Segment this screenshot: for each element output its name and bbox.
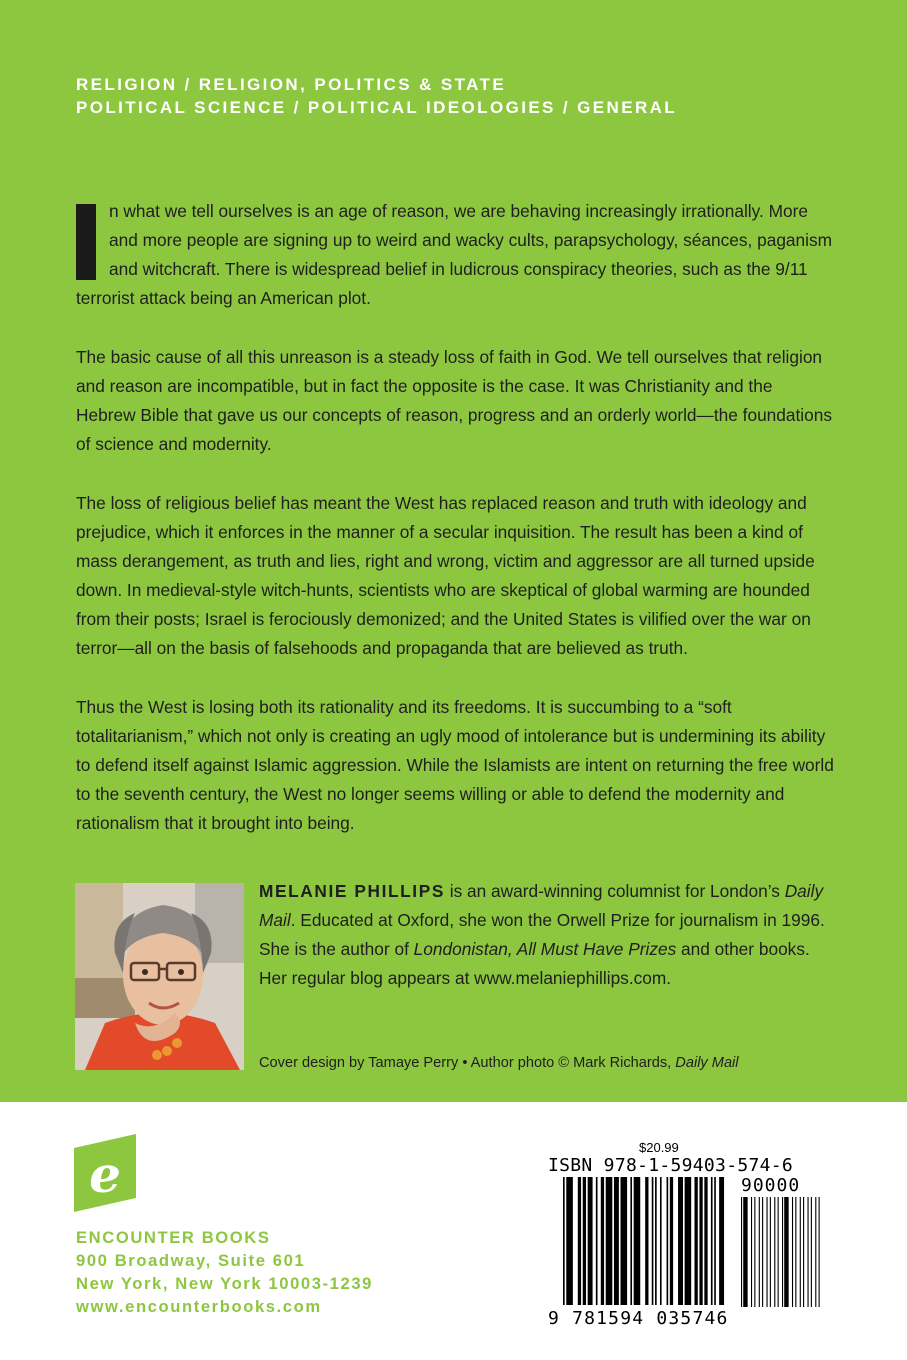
barcode-bar <box>670 1177 673 1305</box>
barcode-bar <box>754 1197 755 1307</box>
barcode-bar <box>743 1197 747 1307</box>
barcode-bar <box>762 1197 763 1307</box>
barcode-bar <box>714 1177 716 1305</box>
design-credit-paper: Daily Mail <box>675 1055 739 1071</box>
book-description <box>76 197 836 868</box>
author-bio-text-3: and other books. Her regular blog appears at www.melaniephillips.com. <box>259 939 810 988</box>
paragraph-4: Thus the West is losing both its rationality and its freedoms. It is succumbing to a “soft totalitarianism,” which not only is creating an ugly mood of intolerance but is undermining its ability to defend itself against Islamic aggression. While the Islamists are intent on returning the free world to the seventh century, the West no longer seems willing or able to defend the modernity and rationalism that it brought into being. <box>76 697 834 833</box>
barcode-bar <box>751 1197 752 1307</box>
barcode-bar <box>711 1177 713 1305</box>
drop-cap-i <box>76 204 96 280</box>
barcode-bar <box>606 1177 613 1305</box>
author-bio-text-1: is an award-winning columnist for London’s <box>444 881 785 901</box>
author-name: MELANIE PHILLIPS <box>259 881 445 901</box>
author-bio-books: Londonistan, All Must Have Prizes <box>413 939 677 959</box>
author-photo-illustration <box>75 883 244 1070</box>
design-credit <box>259 1053 859 1073</box>
category-list <box>76 73 856 119</box>
design-credit-text: Cover design by Tamaye Perry • Author photo © Mark Richards, <box>259 1055 676 1071</box>
barcode-bar <box>601 1177 604 1305</box>
barcode-bar <box>795 1197 796 1307</box>
barcode-bar <box>719 1177 724 1305</box>
publisher-address-1: 900 Broadway, Suite 601 <box>76 1251 306 1270</box>
barcode-bar <box>803 1197 804 1307</box>
barcode-bar <box>660 1177 662 1305</box>
barcode-bar <box>759 1197 760 1307</box>
barcode-bar <box>819 1197 820 1307</box>
barcode-bar <box>800 1197 801 1307</box>
barcode-bar <box>630 1177 632 1305</box>
author-bio-text-2: . Educated at Oxford, she won the Orwell Prize for journalism in 1996. She is the author of <box>259 910 825 959</box>
barcode-bar <box>792 1197 793 1307</box>
barcode-bar <box>652 1177 654 1305</box>
barcode-bar <box>782 1197 783 1307</box>
paragraph-3: The loss of religious belief has meant the West has replaced reason and truth with ideology and prejudice, which it enforces in the manner of a secular inquisition. The result has been a kind of mass derangement, as truth and lies, right and wrong, victim and aggressor are all turned upside down. In medieval-style witch-hunts, scientists who are skeptical of global warming are hounded from their posts; Israel is ferociously demonized; and the United States is vilified over the war on terror—all on the basis of falsehoods and propaganda that are believed as truth. <box>76 493 815 658</box>
barcode-bar <box>588 1177 593 1305</box>
barcode-bar <box>704 1177 707 1305</box>
barcode-bar <box>563 1177 565 1305</box>
logo-letter: e <box>89 1145 121 1204</box>
barcode-addon <box>741 1197 825 1307</box>
publisher-info <box>76 1226 496 1318</box>
barcode-bar <box>770 1197 771 1307</box>
barcode-bar <box>774 1197 775 1307</box>
price-label: $20.99 <box>639 1140 679 1155</box>
barcode-bar <box>699 1177 702 1305</box>
barcode-bar <box>578 1177 581 1305</box>
barcode-bar <box>694 1177 697 1305</box>
paragraph-1-text: n what we tell ourselves is an age of reason, we are behaving increasingly irrationally. More and more people are signing up to weird and wacky cults, parapsychology, séances, paganism and witchcraft. There is widespread belief in ludicrous conspiracy theories, such as the 9/11 terrorist attack being an American plot. <box>76 201 833 308</box>
barcode-bar <box>596 1177 598 1305</box>
barcode-bar <box>645 1177 648 1305</box>
barcode-bar <box>583 1177 586 1305</box>
barcode-bar <box>621 1177 628 1305</box>
barcode-bar <box>784 1197 788 1307</box>
barcode-bar <box>741 1197 742 1307</box>
barcode-bar <box>678 1177 683 1305</box>
category-line-2: POLITICAL SCIENCE / POLITICAL IDEOLOGIES / GENERAL <box>76 98 678 117</box>
author-photo <box>75 883 244 1070</box>
barcode-bar <box>685 1177 692 1305</box>
publisher-address-2: New York, New York 10003-1239 <box>76 1274 373 1293</box>
barcode-bar <box>811 1197 812 1307</box>
publisher-name: ENCOUNTER BOOKS <box>76 1228 271 1247</box>
barcode-bar <box>815 1197 816 1307</box>
barcode-bar <box>566 1177 573 1305</box>
category-line-1: RELIGION / RELIGION, POLITICS & STATE <box>76 75 507 94</box>
barcode-bar <box>807 1197 808 1307</box>
publisher-website: www.encounterbooks.com <box>76 1297 322 1316</box>
encounter-books-logo-icon <box>74 1134 136 1212</box>
barcode-bar <box>634 1177 641 1305</box>
barcode-main <box>563 1177 731 1305</box>
ean-digits: 9 781594 035746 <box>548 1308 729 1329</box>
barcode-bar <box>667 1177 669 1305</box>
paragraph-2: The basic cause of all this unreason is a steady loss of faith in God. We tell ourselves that religion and reason are incompatible, but in fact the opposite is the case. It was Christianity and the Hebrew Bible that gave us our concepts of reason, progress and an orderly world—the foundations of science and modernity. <box>76 347 833 454</box>
paragraph-1 <box>76 197 836 313</box>
author-bio <box>259 877 829 993</box>
addon-digits: 90000 <box>741 1175 801 1196</box>
barcode-bar <box>778 1197 779 1307</box>
barcode-bar <box>614 1177 619 1305</box>
isbn-label: ISBN 978-1-59403-574-6 <box>548 1155 794 1176</box>
author-bio-paper: Daily Mail <box>259 881 824 930</box>
barcode-bar <box>655 1177 657 1305</box>
barcode-bar <box>766 1197 767 1307</box>
